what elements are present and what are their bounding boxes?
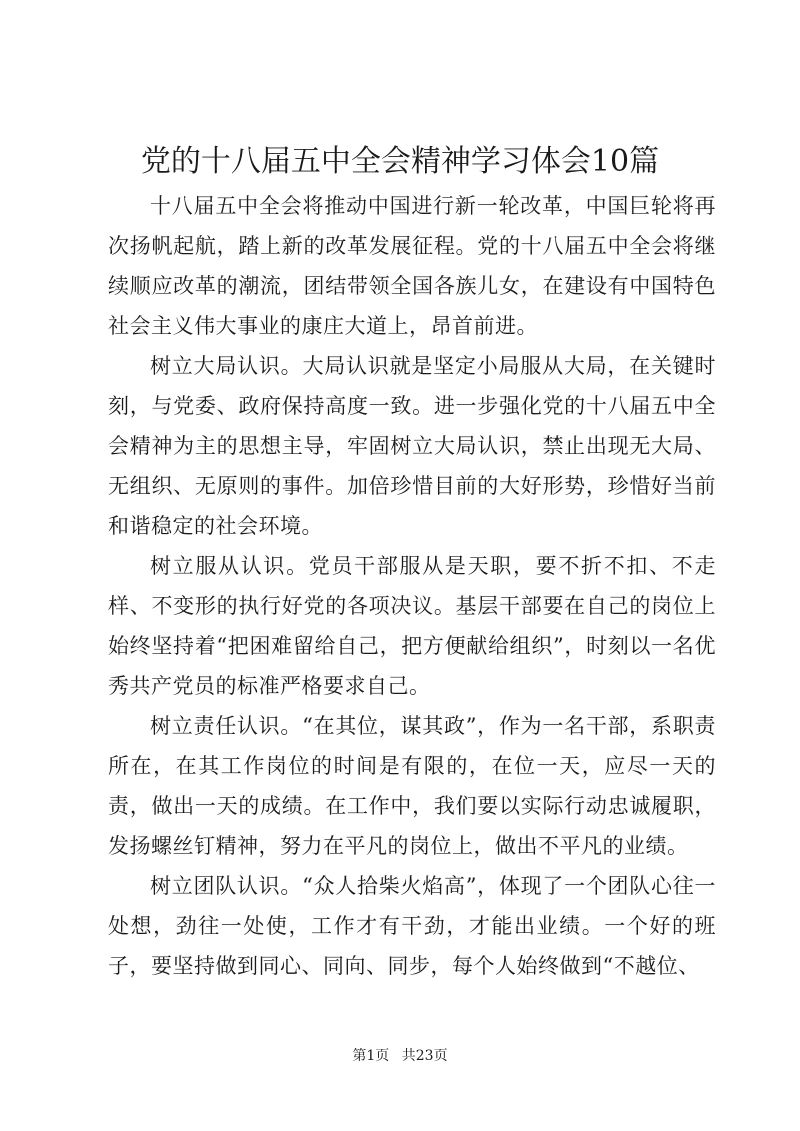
document-body bbox=[108, 186, 716, 986]
paragraph-overall-situation: 树立大局认识。大局认识就是坚定小局服从大局，在关键时刻，与党委、政府保持高度一致。进一步强化党的十八届五中全会精神为主的思想主导，牢固树立大局认识，禁止出现无大局、无组织、无原则的事件。加倍珍惜目前的大好形势，珍惜好当前和谐稳定的社会环境。 bbox=[108, 354, 716, 538]
paragraph-teamwork: 树立团队认识。“众人拾柴火焰高”，体现了一个团队心往一处想，劲往一处使，工作才有干劲，才能出业绩。一个好的班子，要坚持做到同心、同向、同步，每个人始终做到“不越位、 bbox=[108, 874, 716, 978]
paragraph-intro: 十八届五中全会将推动中国进行新一轮改革，中国巨轮将再次扬帆起航，踏上新的改革发展征程。党的十八届五中全会将继续顺应改革的潮流，团结带领全国各族儿女，在建设有中国特色社会主义伟大事业的康庄大道上，昂首前进。 bbox=[108, 194, 716, 338]
page-footer bbox=[0, 1046, 800, 1066]
page-number: 第1页 bbox=[352, 1048, 390, 1064]
paragraph-obedience: 树立服从认识。党员干部服从是天职，要不折不扣、不走样、不变形的执行好党的各项决议。基层干部要在自己的岗位上始终坚持着“把困难留给自己，把方便献给组织”，时刻以一名优秀共产党员的标准严格要求自己。 bbox=[108, 554, 716, 698]
page-total: 共23页 bbox=[401, 1048, 448, 1064]
paragraph-responsibility: 树立责任认识。“在其位，谋其政”，作为一名干部，系职责所在，在其工作岗位的时间是有限的，在位一天，应尽一天的责，做出一天的成绩。在工作中，我们要以实际行动忠诚履职，发扬螺丝钉精神，努力在平凡的岗位上，做出不平凡的业绩。 bbox=[108, 714, 716, 858]
document-title: 党的十八届五中全会精神学习体会10篇 bbox=[140, 144, 660, 179]
